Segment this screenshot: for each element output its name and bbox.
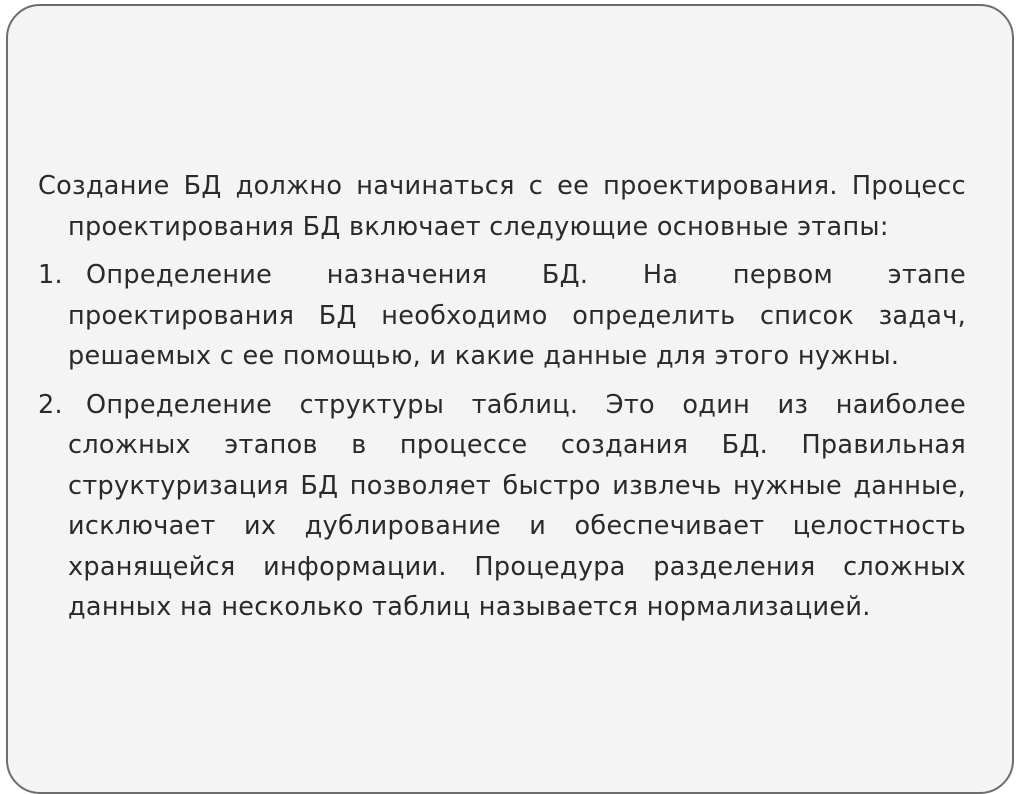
list-item-number: 2. <box>38 389 63 420</box>
list-item-text: Определение структуры таблиц. Это один из наиболее сложных этапов в процессе создания БД. Правильная структуризация БД позволяет быстро извлечь нужные данные, исключает их дублирование и обеспечивает целостность хранящейся информации. Процедура разделения сложных данных на несколько таблиц называется нормализацией. <box>68 389 966 622</box>
intro-paragraph: Создание БД должно начинаться с ее проектирования. Процесс проектирования БД включает следующие основные этапы: <box>38 171 966 242</box>
list-item-number: 1. <box>38 260 63 290</box>
list-item <box>38 385 966 628</box>
list-item <box>38 255 966 377</box>
list-item-text: Определение назначения БД. На первом этапе проектирования БД необходимо определить список задач, решаемых с ее помощью, и какие данные для этого нужны. <box>68 260 966 371</box>
slide-content <box>38 166 966 636</box>
